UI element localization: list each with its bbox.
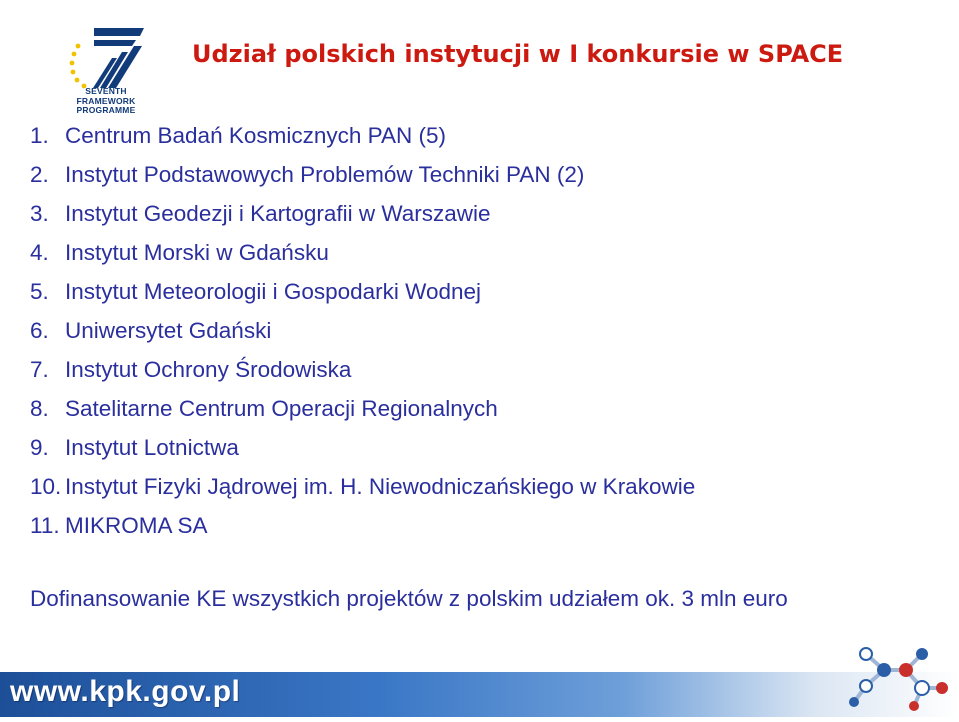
list-item: [30, 155, 695, 194]
fp7-logo-caption: [56, 87, 156, 116]
institutions-list: [30, 116, 695, 545]
slide-title: Udział polskich instytucji w I konkursie w SPACE: [192, 40, 844, 68]
list-item-text: Satelitarne Centrum Operacji Regionalnych: [65, 395, 498, 421]
list-item: [30, 272, 695, 311]
molecule-network-icon: [836, 640, 959, 717]
list-item-text: Instytut Lotnictwa: [65, 434, 239, 460]
list-item-text: Instytut Morski w Gdańsku: [65, 239, 329, 265]
list-item-number: 6.: [30, 317, 49, 343]
list-item-text: Uniwersytet Gdański: [65, 317, 272, 343]
list-item: [30, 506, 695, 545]
list-item: [30, 311, 695, 350]
list-item: [30, 467, 695, 506]
list-item-text: Centrum Badań Kosmicznych PAN (5): [65, 122, 446, 148]
list-item-text: Instytut Geodezji i Kartografii w Warszawie: [65, 200, 491, 226]
list-item: [30, 194, 695, 233]
list-item-text: Instytut Fizyki Jądrowej im. H. Niewodniczańskiego w Krakowie: [65, 473, 696, 499]
list-item-number: 5.: [30, 278, 49, 304]
logo-line-1: SEVENTH FRAMEWORK: [76, 86, 136, 106]
list-item: [30, 350, 695, 389]
list-item: [30, 428, 695, 467]
list-item: [30, 116, 695, 155]
list-item-number: 2.: [30, 161, 49, 187]
list-item-text: Instytut Meteorologii i Gospodarki Wodnej: [65, 278, 482, 304]
list-item: [30, 389, 695, 428]
list-item: [30, 233, 695, 272]
list-item-number: 8.: [30, 395, 49, 421]
list-item-text: Instytut Podstawowych Problemów Techniki PAN (2): [65, 161, 585, 187]
list-item-number: 10.: [30, 473, 62, 499]
list-item-number: 4.: [30, 239, 49, 265]
list-item-number: 1.: [30, 122, 49, 148]
list-item-number: 3.: [30, 200, 49, 226]
list-item-text: Instytut Ochrony Środowiska: [65, 356, 352, 382]
funding-summary: Dofinansowanie KE wszystkich projektów z polskim udziałem ok. 3 mln euro: [30, 586, 788, 611]
list-item-number: 9.: [30, 434, 49, 460]
list-item-number: 7.: [30, 356, 49, 382]
logo-line-2: PROGRAMME: [76, 105, 136, 115]
list-item-number: 11.: [30, 512, 60, 538]
footer-url-link[interactable]: www.kpk.gov.pl: [10, 675, 241, 708]
list-item-text: MIKROMA SA: [65, 512, 208, 538]
